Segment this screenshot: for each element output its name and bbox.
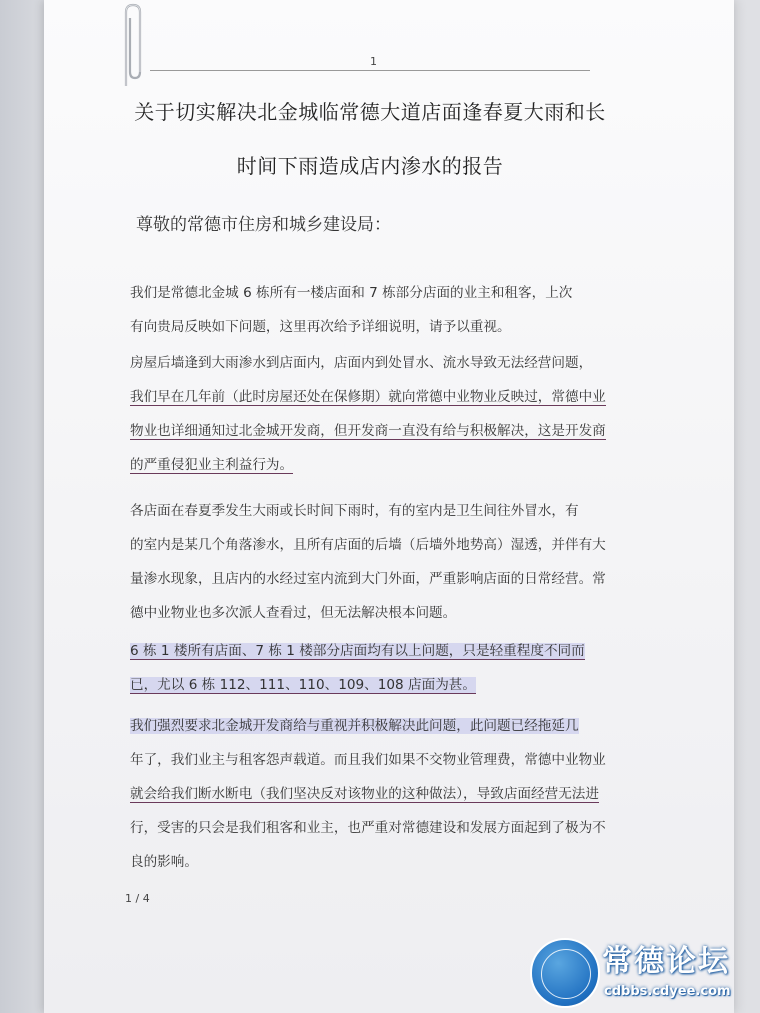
paragraph-3 [130, 494, 630, 630]
paragraph-line [130, 448, 630, 482]
underlined-text: 物业也详细通知过北金城开发商，但开发商一直没有给与积极解决，这是开发商 [130, 423, 606, 439]
paperclip-icon [118, 2, 148, 88]
logo-ring [541, 949, 591, 999]
paragraph-line: 良的影响。 [130, 854, 198, 870]
forum-logo-icon [530, 938, 600, 1008]
paragraph-line [130, 634, 630, 668]
paragraph-1 [130, 276, 630, 344]
document-title-line-1: 关于切实解决北金城临常德大道店面逢春夏大雨和长 [134, 100, 606, 124]
paragraph-line: 我们是常德北金城 6 栋所有一楼店面和 7 栋部分店面的业主和租客，上次 [130, 285, 573, 301]
highlighted-text: 6 栋 1 楼所有店面、7 栋 1 楼部分店面均有以上问题，只是轻重程度不同而 [130, 643, 585, 659]
highlighted-text: 已，尤以 6 栋 112、111、110、109、108 店面为甚。 [130, 677, 476, 693]
underlined-text: 我们早在几年前（此时房屋还处在保修期）就向常德中业物业反映过，常德中业 [130, 389, 606, 405]
header-divider [150, 70, 590, 71]
paragraph-5 [130, 709, 630, 879]
paragraph-line [130, 668, 630, 702]
paragraph-line: 各店面在春夏季发生大雨或长时间下雨时，有的室内是卫生间往外冒水，有 [130, 503, 579, 519]
paragraph-line [130, 777, 630, 811]
paragraph-line [130, 709, 630, 743]
highlighted-text: 我们强烈要求北金城开发商给与重视并积极解决此问题，此问题已经拖延几 [130, 718, 579, 734]
paragraph-4 [130, 634, 630, 702]
salutation: 尊敬的常德市住房和城乡建设局： [136, 215, 391, 235]
paragraph-line [130, 414, 630, 448]
paragraph-line: 德中业物业也多次派人查看过，但无法解决根本问题。 [130, 605, 457, 621]
paragraph-line: 年了，我们业主与租客怨声载道。而且我们如果不交物业管理费，常德中业物业 [130, 752, 606, 768]
paragraph-line: 量渗水现象，且店内的水经过室内流到大门外面，严重影响店面的日常经营。常 [130, 571, 606, 587]
watermark-url: cdbbs.cdyee.com [604, 984, 731, 999]
paragraph-line: 房屋后墙逢到大雨渗水到店面内，店面内到处冒水、流水导致无法经营问题， [130, 355, 593, 371]
page-number: 1 / 4 [125, 892, 150, 905]
paragraph-line [130, 380, 630, 414]
page-marker: 1 [370, 55, 377, 68]
paragraph-line: 有向贵局反映如下问题，这里再次给予详细说明，请予以重视。 [130, 319, 511, 335]
paragraph-2 [130, 346, 630, 482]
watermark-site-name: 常德论坛 [602, 944, 730, 979]
underlined-text: 的严重侵犯业主利益行为。 [130, 457, 294, 473]
paragraph-line: 行，受害的只会是我们租客和业主，也严重对常德建设和发展方面起到了极为不 [130, 820, 606, 836]
paragraph-line: 的室内是某几个角落渗水，且所有店面的后墙（后墙外地势高）湿透，并伴有大 [130, 537, 606, 553]
document-title-line-2: 时间下雨造成店内渗水的报告 [236, 154, 504, 178]
underlined-text: 就会给我们断水断电（我们坚决反对该物业的这种做法），导致店面经营无法进 [130, 786, 599, 802]
